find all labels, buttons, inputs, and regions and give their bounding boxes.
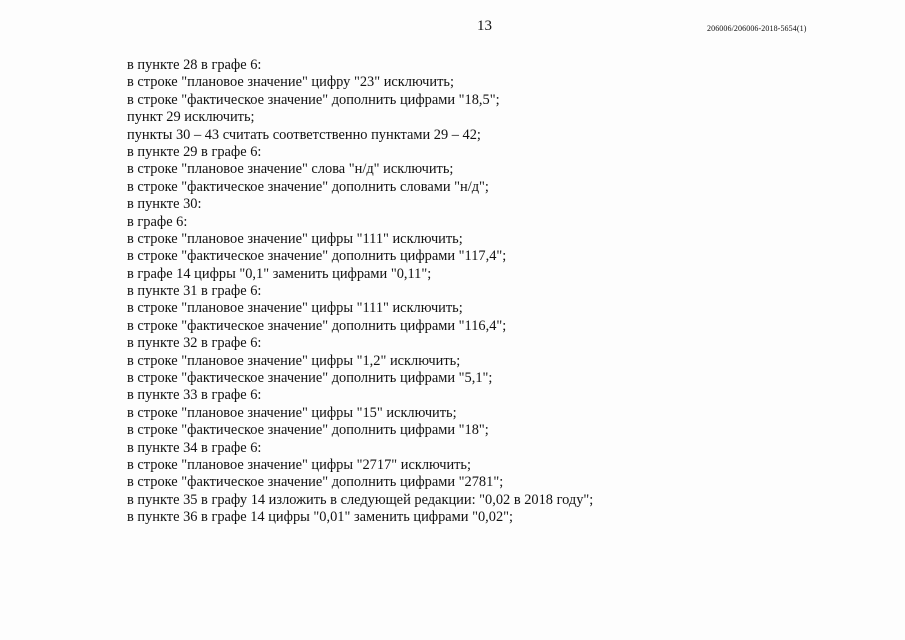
text-line: в строке "фактическое значение" дополнить цифрами "116,4"; [127, 317, 507, 334]
text-line: в пункте 29 в графе 6: [127, 143, 262, 160]
text-line: в пункте 36 в графе 14 цифры "0,01" заменить цифрами "0,02"; [127, 509, 514, 526]
text-line: в строке "плановое значение" цифры "1,2" исключить; [127, 352, 461, 369]
text-line: в строке "фактическое значение" дополнить цифрами "18"; [127, 422, 489, 439]
text-line: в строке "фактическое значение" дополнить цифрами "18,5"; [127, 91, 500, 108]
text-line: в строке "плановое значение" цифру "23" исключить; [127, 74, 454, 91]
document-id: 206006/206006-2018-5654(1) [707, 24, 807, 33]
text-line: в строке "плановое значение" цифры "2717" исключить; [127, 456, 471, 473]
text-line: в пункте 32 в графе 6: [127, 335, 262, 352]
text-line: пункты 30 – 43 считать соответственно пунктами 29 – 42; [127, 126, 481, 143]
text-line: пункт 29 исключить; [127, 109, 255, 126]
text-line: в графе 6: [127, 213, 188, 230]
text-line: в строке "плановое значение" цифры "111" исключить; [127, 300, 463, 317]
text-line: в пункте 31 в графе 6: [127, 283, 262, 300]
text-line: в строке "фактическое значение" дополнить цифрами "2781"; [127, 474, 504, 491]
text-line: в пункте 34 в графе 6: [127, 439, 262, 456]
text-line: в пункте 30: [127, 196, 202, 213]
text-line: в строке "плановое значение" цифры "15" исключить; [127, 404, 457, 421]
text-line: в строке "плановое значение" цифры "111" исключить; [127, 230, 463, 247]
page-number: 13 [477, 18, 492, 34]
text-line: в пункте 35 в графу 14 изложить в следующей редакции: "0,02 в 2018 году"; [127, 491, 594, 508]
text-line: в пункте 33 в графе 6: [127, 387, 262, 404]
text-line: в строке "плановое значение" слова "н/д" исключить; [127, 161, 454, 178]
text-line: в строке "фактическое значение" дополнить словами "н/д"; [127, 178, 489, 195]
text-line: в графе 14 цифры "0,1" заменить цифрами "0,11"; [127, 265, 432, 282]
text-line: в пункте 28 в графе 6: [127, 57, 262, 73]
text-line: в строке "фактическое значение" дополнить цифрами "5,1"; [127, 370, 493, 387]
document-body [127, 57, 593, 527]
text-line: в строке "фактическое значение" дополнить цифрами "117,4"; [127, 248, 507, 265]
